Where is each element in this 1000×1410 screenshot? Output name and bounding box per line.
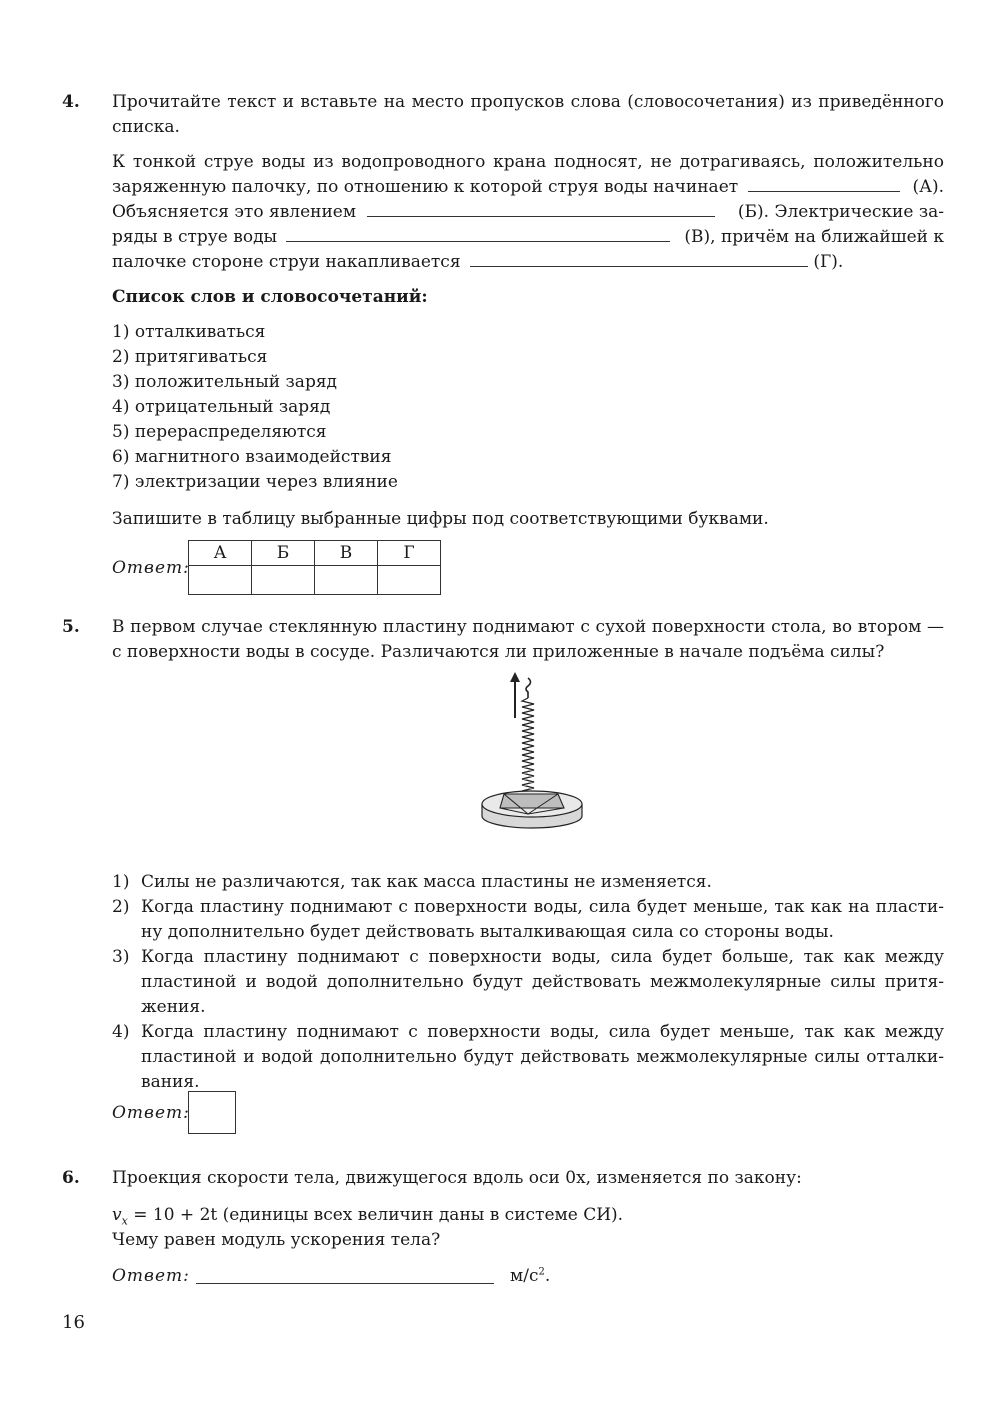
q4-text-line3 (112, 200, 944, 225)
list-item: 6) магнитного взаимодействия (112, 447, 392, 467)
q5-option-3-line3: жения. (141, 997, 206, 1017)
plate-lifting-diagram (470, 670, 600, 840)
q5-answer-box[interactable] (188, 1091, 236, 1134)
q4-text-line4 (112, 225, 944, 250)
q5-option-3-line1: Когда пластину поднимают с поверхности воды, сила будет больше, так как между (141, 947, 944, 967)
q5-option-4-line1: Когда пластину поднимают с поверхности воды, сила будет меньше, так как между (141, 1022, 944, 1042)
q4-answer-table (188, 540, 441, 595)
blank-b[interactable] (367, 202, 715, 217)
formula-v: v (112, 1205, 122, 1225)
unit-end: . (544, 1266, 551, 1286)
q5-option-2-line1: Когда пластину поднимают с поверхности воды, сила будет меньше, так как на пласти- (141, 897, 944, 917)
answer-cell-v[interactable] (315, 566, 378, 595)
q5-option-4-line2: пластиной и водой дополнительно будут действовать межмолекулярные силы отталки- (141, 1047, 944, 1067)
answer-header-v: В (315, 541, 378, 566)
q5-option-num-3: 3) (112, 947, 130, 967)
q4-list-title: Список слов и словосочетаний: (112, 287, 428, 307)
question-number-4: 4. (62, 92, 80, 112)
q4-text-line4-a: ряды в струе воды (112, 227, 278, 247)
blank-g[interactable] (470, 252, 808, 267)
q4-text-line3-a: Объясняется это явлением (112, 202, 357, 222)
blank-a[interactable] (748, 177, 900, 192)
q4-text-line5-a: палочке стороне струи накапливается (112, 252, 461, 272)
answer-header-g: Г (378, 541, 441, 566)
list-item: 3) положительный заряд (112, 372, 338, 392)
q5-option-3-line2: пластиной и водой дополнительно будут действовать межмолекулярные силы притя- (141, 972, 944, 992)
q4-text-line5-b: (Г). (813, 252, 844, 272)
q6-prompt: Проекция скорости тела, движущегося вдоль оси 0x, изменяется по закону: (112, 1168, 802, 1188)
list-item: 7) электризации через влияние (112, 472, 398, 492)
answer-header-b: Б (252, 541, 315, 566)
answer-cell-b[interactable] (252, 566, 315, 595)
q4-text-line2-a: заряженную палочку, по отношению к которой струя воды начинает (112, 177, 739, 197)
q4-text-line2 (112, 175, 944, 200)
blank-v[interactable] (286, 227, 670, 242)
q4-prompt-line1: Прочитайте текст и вставьте на место пропусков слова (словосочетания) из приведённого (112, 92, 944, 112)
q4-text-line3-b: (Б). Электрические за- (737, 202, 944, 222)
q5-option-num-4: 4) (112, 1022, 130, 1042)
question-number-6: 6. (62, 1168, 80, 1188)
q6-answer-label: Ответ: (112, 1266, 190, 1286)
q4-prompt-line2: списка. (112, 117, 180, 137)
q5-option-1-line1: Силы не различаются, так как масса пластины не изменяется. (141, 872, 712, 892)
list-item: 1) отталкиваться (112, 322, 266, 342)
q5-prompt-line1: В первом случае стеклянную пластину поднимают с сухой поверхности стола, во втором — (112, 617, 944, 637)
list-item: 2) притягиваться (112, 347, 268, 367)
list-item: 4) отрицательный заряд (112, 397, 331, 417)
q5-prompt-line2: с поверхности воды в сосуде. Различаются ли приложенные в начале подъёма силы? (112, 642, 885, 662)
answer-cell-g[interactable] (378, 566, 441, 595)
q4-text-line1: К тонкой струе воды из водопроводного крана подносят, не дотрагиваясь, положительно (112, 152, 944, 172)
q5-option-4-line3: вания. (141, 1072, 200, 1092)
unit-sup: 2 (538, 1266, 545, 1278)
formula-rest: = 10 + 2t (единицы всех величин даны в системе СИ). (127, 1205, 624, 1225)
answer-cell-a[interactable] (189, 566, 252, 595)
q6-answer-field[interactable] (196, 1283, 494, 1284)
page-number: 16 (62, 1312, 85, 1333)
q6-unit (510, 1266, 550, 1286)
q5-option-num-2: 2) (112, 897, 130, 917)
q4-instruction: Запишите в таблицу выбранные цифры под соответствующими буквами. (112, 509, 769, 529)
hook-top (526, 678, 531, 698)
spring (522, 698, 534, 800)
answer-header-a: А (189, 541, 252, 566)
q4-text-line2-b: (А). (912, 177, 944, 197)
q5-option-num-1: 1) (112, 872, 130, 892)
list-item: 5) перераспределяются (112, 422, 327, 442)
q6-question: Чему равен модуль ускорения тела? (112, 1230, 441, 1250)
q4-answer-label: Ответ: (112, 558, 190, 578)
unit-base: м/с (510, 1266, 539, 1286)
arrow-head (510, 672, 520, 682)
q5-answer-label: Ответ: (112, 1103, 190, 1123)
q4-text-line4-b: (В), причём на ближайшей к (684, 227, 944, 247)
formula-sub: x (121, 1214, 128, 1228)
q5-option-2-line2: ну дополнительно будет действовать выталкивающая сила со стороны воды. (141, 922, 834, 942)
q4-text-line5 (112, 250, 944, 275)
question-number-5: 5. (62, 617, 80, 637)
